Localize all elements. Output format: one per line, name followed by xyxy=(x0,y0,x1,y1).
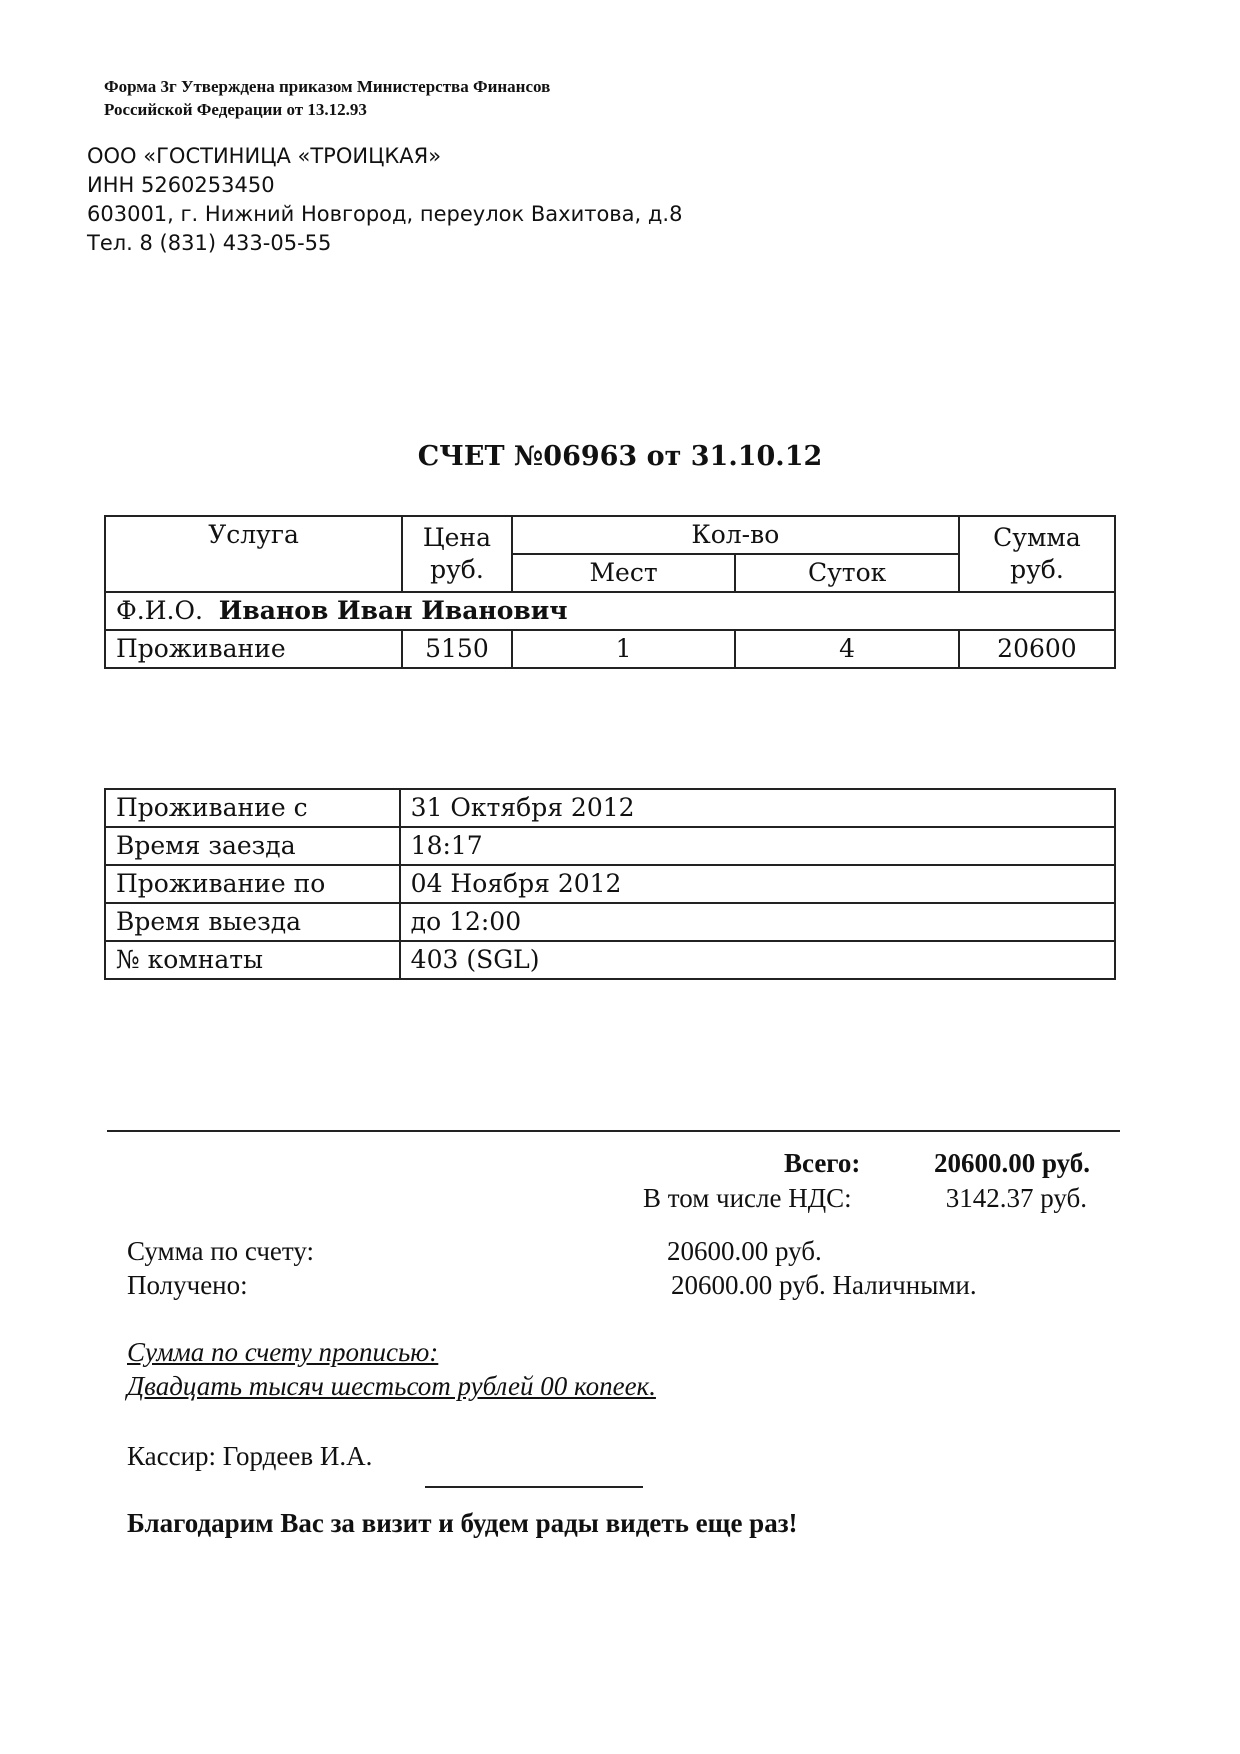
vat-value: 3142.37 руб. xyxy=(945,1183,1087,1213)
header-sum-line2: руб. xyxy=(1010,555,1064,584)
stay-label: Время выезда xyxy=(105,903,400,941)
header-price-line2: руб. xyxy=(430,555,484,584)
row-days: 4 xyxy=(735,630,959,668)
guest-label: Ф.И.О. xyxy=(116,596,203,625)
header-service: Услуга xyxy=(105,516,402,592)
stay-value: до 12:00 xyxy=(400,903,1115,941)
company-phone: Тел. 8 (831) 433-05-55 xyxy=(87,231,332,255)
form-note-line-1: Форма 3г Утверждена приказом Министерства Финансов xyxy=(104,77,551,96)
received-label: Получено: xyxy=(127,1270,248,1300)
row-places: 1 xyxy=(512,630,736,668)
stay-value: 403 (SGL) xyxy=(400,941,1115,979)
stay-label: Время заезда xyxy=(105,827,400,865)
form-note-line-2: Российской Федерации от 13.12.93 xyxy=(104,100,367,119)
guest-name: Иванов Иван Иванович xyxy=(218,596,568,625)
stay-value: 18:17 xyxy=(400,827,1115,865)
vat-label: В том числе НДС: xyxy=(643,1183,852,1213)
guest-row xyxy=(105,592,1115,630)
table-row xyxy=(105,903,1115,941)
company-name: ООО «ГОСТИНИЦА «ТРОИЦКАЯ» xyxy=(87,144,442,168)
table-row xyxy=(105,789,1115,827)
row-service: Проживание xyxy=(105,630,402,668)
services-table xyxy=(104,515,1116,669)
row-price: 5150 xyxy=(402,630,512,668)
header-price-line1: Цена xyxy=(422,523,491,552)
guest-cell xyxy=(105,592,1115,630)
stay-label: Проживание с xyxy=(105,789,400,827)
table-row xyxy=(105,827,1115,865)
invoice-sum-label: Сумма по счету: xyxy=(127,1236,314,1266)
amount-in-words-label: Сумма по счету прописью: xyxy=(127,1337,439,1367)
stay-value: 31 Октября 2012 xyxy=(400,789,1115,827)
total-value: 20600.00 руб. xyxy=(933,1148,1090,1178)
company-address: 603001, г. Нижний Новгород, переулок Вахитова, д.8 xyxy=(87,202,683,226)
invoice-sum-value: 20600.00 руб. xyxy=(667,1236,822,1266)
company-inn: ИНН 5260253450 xyxy=(87,173,275,197)
cashier-label: Кассир: Гордеев И.А. xyxy=(127,1441,373,1471)
total-label: Всего: xyxy=(784,1148,861,1178)
header-sum xyxy=(959,516,1115,592)
form-approval-note xyxy=(104,75,550,121)
table-row xyxy=(105,865,1115,903)
stay-details-table xyxy=(104,788,1116,980)
amount-in-words: Двадцать тысяч шестьсот рублей 00 копеек. xyxy=(127,1371,656,1401)
header-places: Мест xyxy=(512,554,736,592)
header-price xyxy=(402,516,512,592)
row-sum: 20600 xyxy=(959,630,1115,668)
table-row xyxy=(105,941,1115,979)
header-sum-line1: Сумма xyxy=(993,523,1081,552)
signature-line xyxy=(425,1486,643,1488)
company-block xyxy=(87,142,682,258)
invoice-title: СЧЕТ №06963 от 31.10.12 xyxy=(417,441,823,472)
table-row xyxy=(105,630,1115,668)
stay-label: Проживание по xyxy=(105,865,400,903)
services-header-row xyxy=(105,516,1115,554)
header-qty: Кол-во xyxy=(512,516,959,554)
header-days: Суток xyxy=(735,554,959,592)
stay-value: 04 Ноября 2012 xyxy=(400,865,1115,903)
divider xyxy=(107,1130,1120,1132)
received-value: 20600.00 руб. Наличными. xyxy=(671,1270,977,1300)
thank-you-note: Благодарим Вас за визит и будем рады видеть еще раз! xyxy=(127,1508,798,1538)
stay-label: № комнаты xyxy=(105,941,400,979)
